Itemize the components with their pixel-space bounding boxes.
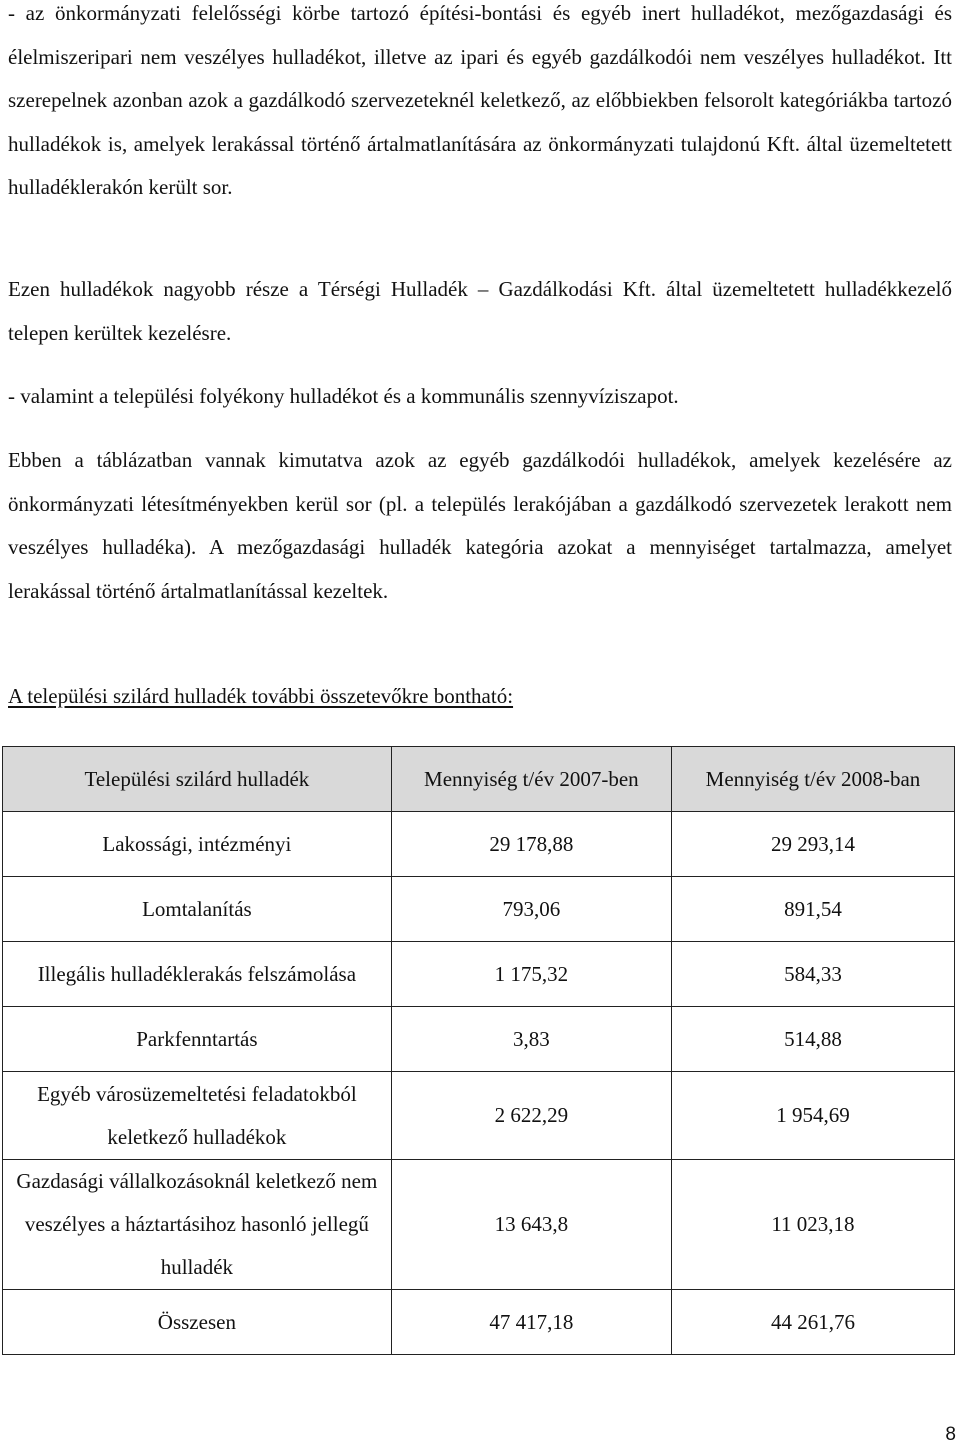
paragraph-regional-treatment: Ezen hulladékok nagyobb része a Térségi Hulladék – Gazdálkodási Kft. által üzemeltetett hulladékkezelő telepen kerültek kezelésre. <box>8 277 952 345</box>
cell-waste-type: Lomtalanítás <box>3 877 392 942</box>
cell-2007: 29 178,88 <box>391 812 671 877</box>
cell-2008: 29 293,14 <box>671 812 954 877</box>
cell-2008: 584,33 <box>671 942 954 1007</box>
paragraph-waste-categories: - az önkormányzati felelősségi körbe tartozó építési-bontási és egyéb inert hulladékot, mezőgazdasági és élelmiszeripari nem veszélyes hulladékot, illetve az ipari és egyéb gazdálkodói nem veszélyes hulladékot. Itt szerepelnek azonban azok a gazdálkodó szervezeteknél keletkező, az előbbiekben felsorolt kategóriákba tartozó hulladékok is, amelyek lerakással történő ártalmatlanítására az önkormányzati tulajdonú Kft. által üzemeltetett hulladéklerakón került sor. <box>8 1 952 199</box>
cell-waste-type: Egyéb városüzemeltetési feladatokból keletkező hulladékok <box>3 1072 392 1160</box>
cell-2007: 2 622,29 <box>391 1072 671 1160</box>
section-heading: A települési szilárd hulladék további összetevőkre bontható: <box>8 684 514 708</box>
header-quantity-2007: Mennyiség t/év 2007-ben <box>391 747 671 812</box>
cell-2008: 891,54 <box>671 877 954 942</box>
cell-2007: 793,06 <box>391 877 671 942</box>
table-row <box>3 812 955 877</box>
cell-total-2008: 44 261,76 <box>671 1290 954 1355</box>
cell-waste-type: Gazdasági vállalkozásoknál keletkező nem veszélyes a háztartásihoz hasonló jellegű hulladék <box>3 1160 392 1290</box>
header-quantity-2008: Mennyiség t/év 2008-ban <box>671 747 954 812</box>
table-row <box>3 1007 955 1072</box>
cell-2008: 514,88 <box>671 1007 954 1072</box>
table-total-row <box>3 1290 955 1355</box>
table-row <box>3 1072 955 1160</box>
table-row <box>3 1160 955 1290</box>
cell-waste-type: Parkfenntartás <box>3 1007 392 1072</box>
cell-2007: 3,83 <box>391 1007 671 1072</box>
cell-2008: 1 954,69 <box>671 1072 954 1160</box>
cell-total-label: Összesen <box>3 1290 392 1355</box>
cell-waste-type: Lakossági, intézményi <box>3 812 392 877</box>
paragraph-table-intro: Ebben a táblázatban vannak kimutatva azok az egyéb gazdálkodói hulladékok, amelyek kezelésére az önkormányzati létesítményekben kerül sor (pl. a település lerakójában a gazdálkodó szervezetek lerakott nem veszélyes hulladéka). A mezőgazdasági hulladék kategória azokat a mennyiséget tartalmazza, amelyet lerakással történő ártalmatlanítással kezeltek. <box>8 448 952 603</box>
header-waste-type: Települési szilárd hulladék <box>3 747 392 812</box>
cell-waste-type: Illegális hulladéklerakás felszámolása <box>3 942 392 1007</box>
cell-2008: 11 023,18 <box>671 1160 954 1290</box>
table-row <box>3 942 955 1007</box>
cell-2007: 1 175,32 <box>391 942 671 1007</box>
cell-2007: 13 643,8 <box>391 1160 671 1290</box>
cell-total-2007: 47 417,18 <box>391 1290 671 1355</box>
table-row <box>3 877 955 942</box>
waste-quantity-table <box>2 746 955 1355</box>
paragraph-liquid-waste: - valamint a települési folyékony hulladékot és a kommunális szennyvíziszapot. <box>8 384 679 408</box>
table-header-row <box>3 747 955 812</box>
page-number: 8 <box>945 1424 956 1445</box>
